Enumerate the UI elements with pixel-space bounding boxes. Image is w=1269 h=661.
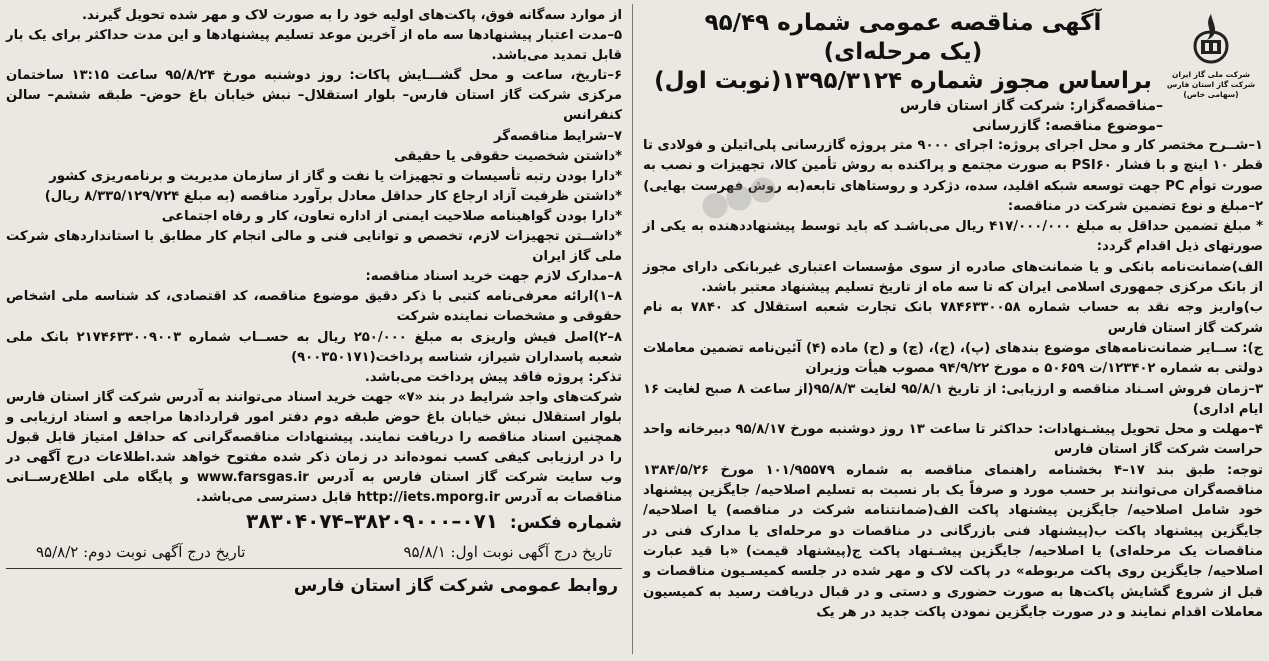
paragraph-prepayment-note: تذکر: پروژه فاقد پیش پرداخت می‌باشد. bbox=[364, 369, 622, 385]
paragraph-condition-equipment: *داشــتن تجهیزات لازم، تخصص و توانایی فنی و مالی انجام کار مطابق با استانداردهای شرکت ملی گاز ایران bbox=[6, 229, 622, 265]
paragraph-submission-deadline: ۴–مهلت و محل تحویل پیشـنهادات: حداکثر تا ساعت ۱۳ روز دوشنبه مورخ ۹۵/۸/۱۷ دبیرخانه واحد حراست شرکت گاز استان فارس bbox=[643, 422, 1263, 458]
logo-line-2: شرکت گاز استان فارس bbox=[1166, 80, 1256, 89]
paragraph-condition-rank: *دارا بودن رتبه تأسیسات و تجهیزات یا نفت و گاز از سازمان مدیریت و برنامه‌ریزی کشور bbox=[49, 168, 622, 184]
paragraph-bank-guarantee: الف)ضمانت‌نامه بانکی و یا ضمانت‌های صادره از سوی مؤسسات اعتباری غیربانکی دارای مجوز از بانک مرکزی جمهوری اسلامی ایران که تا سه ماه از تاریخ تسلیم پیشنهاد معتبر باشد. bbox=[643, 259, 1263, 296]
paragraph-guarantee-heading: ۲–مبلغ و نوع تضمین شرکت در مناقصه: bbox=[1007, 198, 1263, 214]
employer-line: –مناقصه‌گزار: شرکت گاز استان فارس bbox=[899, 98, 1163, 114]
paragraph-opening: ۶–تاریخ، ساعت و محل گشـــایش پاکات: روز دوشنبه مورخ ۹۵/۸/۲۴ ساعت ۱۳:۱۵ ساختمان مرکزی شرکت گاز استان فارس– بلوار استقلال– نبش خیابان باغ حوض– طبقه ششم– سالن کنفرانس bbox=[6, 68, 622, 124]
paragraph-cash-deposit: ب)واریز وجه نقد به حساب شماره ۷۸۴۶۳۳۰۰۵۸ بانک تجارت شعبه استقلال کد ۷۸۴۰ به نام شرکت گاز استان فارس bbox=[643, 300, 1264, 336]
paragraph-note: توجه: طبق بند ۱۷–۴ بخشنامه راهنمای مناقصه به شماره ۱۰۱/۹۵۵۷۹ مورخ ۱۳۸۴/۵/۲۶ مناقصه‌گران می‌توانند بر حسب مورد و صرفاً یک بار نسبت به تسلیم اصلاحیه/ جایگزین پیشنهاد خود شامل اصلاحیه/ جایگزین پیشنهاد پاکت الف(ضمانتنامه شرکت در مناقصه) یا اصلاحیه/ جایگزین پیشنهاد پاکت ب(پیشنهاد فنی بازرگانی در مناقصات دو مرحله‌ای یا مدارک فنی در مناقصات یک مرحله‌ای) یا اصلاحیه/ جایگزین پیشـنهاد پاکت ج(پیشنهاد قیمت) «با قید عبارت اصلاحیه/ جایگزین روی پاکت مربوطه» در پاکت لاک و مهر شده در جلسه کمیسـیون مناقصات و قبل از شروع گشایش پاکت‌ها به صورت حضوری و دستی و در قبال دریافت رسید به کمیسیون معاملات اقدام نمایند و در صورت جایگزین نمودن پاکت جدید در هر یک bbox=[643, 462, 1263, 620]
second-publication-date: تاریخ درج آگهی نوبت دوم: ۹۵/۸/۲ bbox=[36, 543, 246, 562]
paragraph-guarantee-amount: * مبلغ تضمین حداقل به مبلغ ۴۱۷/۰۰۰/۰۰۰ ریال می‌باشـد که باید توسط پیشنهاددهنده به یکی از صورتهای ذیل اقدام گردد: bbox=[643, 219, 1264, 255]
paragraph-document-introduction: ۸–۱)ارائه معرفی‌نامه کتبی با ذکر دقیق موضوع مناقصه، کد اقتصادی، کد شناسه ملی اشخاص حقوقی و مشخصات نماینده شرکت bbox=[6, 289, 622, 325]
fax-number: ۰۷۱–۳۸۲۰۹۰۰۰–۳۸۳۰۴۰۷۴ bbox=[246, 509, 498, 534]
paragraph-document-receipt: ۸–۲)اصل فیش واریزی به مبلغ ۲۵۰/۰۰۰ ریال به حســاب شماره ۲۱۷۴۶۳۳۰۰۹۰۰۳ بانک ملی شعبه پاسداران شیراز، شناسه پرداخت(۹۰۰۳۵۰۱۷۱) bbox=[6, 329, 622, 365]
subject-line: –موضوع مناقصه: گازرسانی bbox=[972, 118, 1163, 134]
public-relations-signature: روابط عمومی شرکت گاز استان فارس bbox=[6, 568, 622, 597]
paragraph-condition-safety: *دارا بودن گواهینامه صلاحیت ایمنی از اداره تعاون، کار و رفاه اجتماعی bbox=[161, 208, 622, 224]
gas-flame-logo-icon bbox=[1181, 10, 1241, 70]
logo-line-3: (سهامی خاص) bbox=[1183, 90, 1239, 99]
company-logo bbox=[1163, 10, 1259, 114]
paragraph-project-description: ۱–شــرح مختصر کار و محل اجرای پروژه: اجرای ۹۰۰۰ متر پروژه گازرسانی پلی‌اتیلن و فولادی تا قطر ۱۰ اینچ و با فشار PSI۶۰ به صورت مجتمع و پراکنده به روش تأمین کالا، تجهیزات و نصب به صورت توأم PC جهت توسعه شبکه اقلید، سده، دژکرد و روستاهای تابعه(به روش فهرست بهایی) bbox=[643, 138, 1263, 194]
publication-dates bbox=[6, 541, 622, 563]
fax-line bbox=[6, 509, 622, 535]
title-line-2: (یک مرحله‌ای) bbox=[823, 39, 983, 65]
watermark-mark: ●●● bbox=[694, 159, 782, 230]
logo-line-1: شرکت ملی گاز ایران bbox=[1172, 70, 1250, 79]
paragraph-condition-entity: *داشتن شخصیت حقوقی یا حقیقی bbox=[394, 148, 622, 164]
column-divider bbox=[632, 4, 633, 654]
fax-label: شماره فکس: bbox=[509, 513, 622, 534]
paragraph-condition-capacity: *داشتن ظرفیت آزاد ارجاع کار حداقل معادل برآورد مناقصه (به مبلغ ۸/۳۳۵/۱۲۹/۷۲۴ ریال) bbox=[44, 188, 622, 204]
paragraph-conditions-heading: ۷–شرایط مناقصه‌گر bbox=[493, 128, 622, 144]
title-line-1: آگهی مناقصه عمومی شماره ۹۵/۴۹ bbox=[704, 10, 1102, 36]
paragraph-validity: ۵–مدت اعتبار پیشنهادها سه ماه از آخرین موعد تسلیم پیشنهادها و این مدت حداکثر برای یک بار قابل تمدید می‌باشد. bbox=[6, 28, 622, 64]
paragraph-documents-sale-time: ۳–زمان فروش اسـناد مناقصه و ارزیابی: از تاریخ ۹۵/۸/۱ لغایت ۹۵/۸/۳(از ساعت ۸ صبح لغایت ۱۶ ایام اداری) bbox=[643, 381, 1263, 417]
paragraph-continuation: از موارد سه‌گانه فوق، پاکت‌های اولیه خود را به صورت لاک و مهر شده تحویل گیرند. bbox=[82, 8, 622, 23]
paragraph-purchase-info: شرکت‌های واجد شرایط در بند «۷» جهت خرید اسناد می‌توانند به آدرس شرکت گاز استان فارس بلوار استقلال نبش خیابان باغ حوض طبقه دوم دفتر امور قراردادها مراجعه و اسناد ارزیابی و همچنین اسناد مناقصه را دریافت نمایند. پیشنهادات مناقصه‌گرانی که حداقل امتیاز قابل قبول را در ارزیابی کیفی کسب نموده‌اند در زمان ذکر شده مفتوح خواهد شد.اطلاعات درج آگهی در وب سایت شرکت گاز استان فارس به آدرس www.farsgas.ir و پایگاه ملی اطلاع‌رســانی مناقصات به آدرس http://iets.mporg.ir قابل دسترسی می‌باشد. bbox=[6, 389, 623, 506]
first-publication-date: تاریخ درج آگهی نوبت اول: ۹۵/۸/۱ bbox=[403, 543, 612, 562]
right-column bbox=[637, 0, 1269, 661]
title-line-3: براساس مجوز شماره ۱۳۹۵/۳۱۲۴(نوبت اول) bbox=[654, 68, 1152, 94]
left-column bbox=[0, 0, 630, 661]
paragraph-other-guarantees: ج): ســایر ضمانت‌نامه‌های موضوع بندهای (پ)، (ج)، (چ) و (ح) ماده (۴) آئین‌نامه تضمین معاملات دولتی به شماره ۱۲۳۴۰۲/ت ۵۰۶۵۹ ه مورخ ۹۴/۹/۲۲ مصوب هیأت وزیران bbox=[643, 340, 1264, 377]
notice-title bbox=[643, 4, 1163, 96]
paragraph-documents-heading: ۸–مدارک لازم جهت خرید اسناد مناقصه: bbox=[365, 269, 622, 285]
